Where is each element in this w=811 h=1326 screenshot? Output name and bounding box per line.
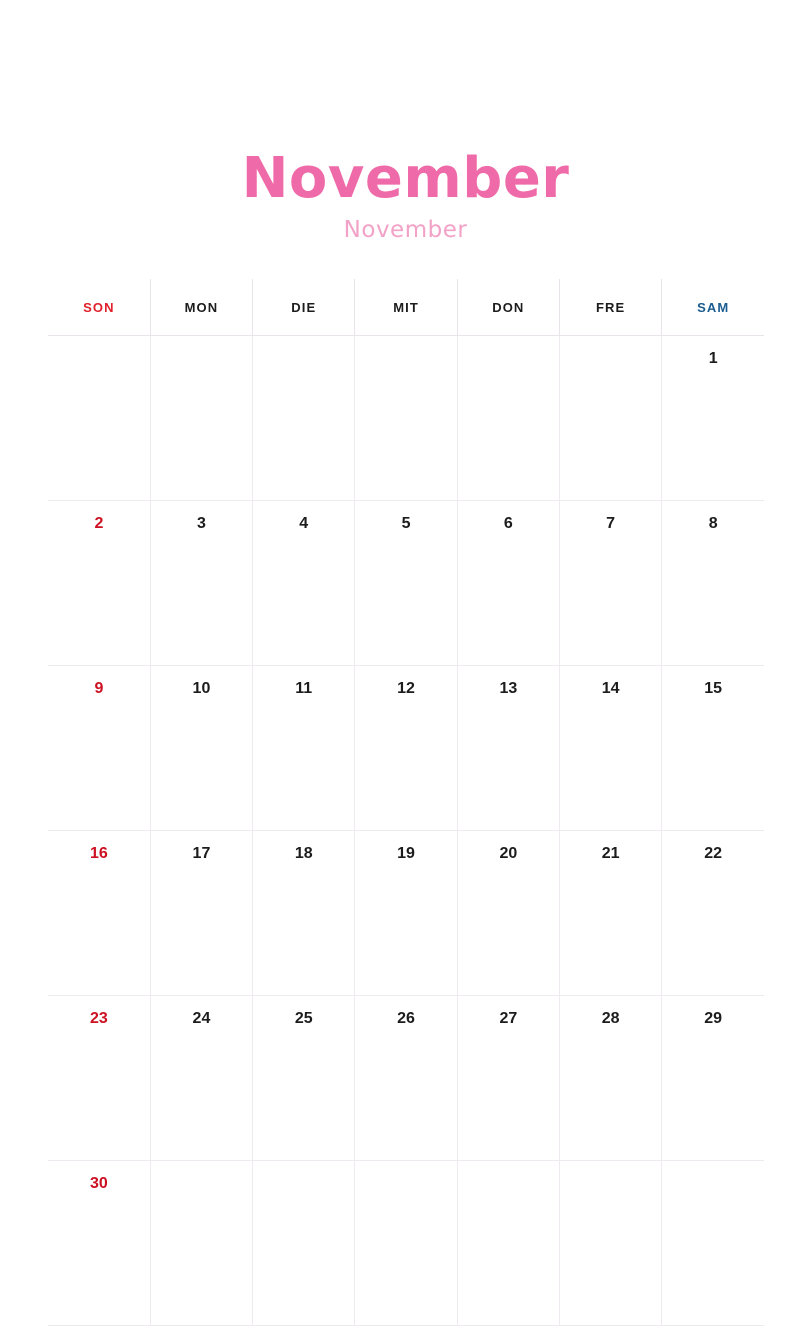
weekday-header-sam: SAM — [662, 279, 764, 336]
day-number: 21 — [601, 845, 620, 862]
calendar-week-row — [48, 831, 764, 996]
day-number: 26 — [397, 1010, 415, 1027]
calendar-week-row — [48, 501, 764, 666]
day-number: 24 — [192, 1010, 211, 1027]
calendar-day-cell[interactable] — [253, 996, 355, 1161]
day-number: 12 — [397, 680, 415, 697]
day-number: 14 — [601, 680, 620, 697]
calendar-day-cell[interactable] — [662, 336, 764, 501]
calendar-empty-cell — [150, 336, 252, 501]
day-number: 29 — [704, 1010, 723, 1027]
calendar-day-cell[interactable] — [662, 666, 764, 831]
day-number: 8 — [708, 515, 718, 532]
calendar-day-cell[interactable] — [355, 831, 457, 996]
calendar-day-cell[interactable] — [253, 831, 355, 996]
calendar-day-cell[interactable] — [662, 501, 764, 666]
day-number: 23 — [90, 1010, 108, 1027]
calendar-week-row — [48, 996, 764, 1161]
day-number: 13 — [499, 680, 518, 697]
calendar-empty-cell — [355, 336, 457, 501]
calendar-empty-cell — [355, 1161, 457, 1326]
calendar-day-cell[interactable] — [559, 831, 661, 996]
calendar-day-cell[interactable] — [457, 666, 559, 831]
day-number: 7 — [606, 515, 616, 532]
calendar-day-cell[interactable] — [559, 666, 661, 831]
calendar-body — [48, 336, 764, 1326]
page-subtitle: November — [343, 216, 468, 243]
day-number: 10 — [192, 680, 211, 697]
calendar-day-cell[interactable] — [457, 831, 559, 996]
calendar-day-cell[interactable] — [559, 996, 661, 1161]
calendar-day-cell[interactable] — [48, 666, 150, 831]
calendar-day-cell[interactable] — [355, 996, 457, 1161]
day-number: 20 — [499, 845, 518, 862]
calendar-day-cell[interactable] — [253, 501, 355, 666]
calendar-week-row — [48, 1161, 764, 1326]
page-title: November — [241, 146, 570, 211]
calendar-empty-cell — [559, 1161, 661, 1326]
day-number: 11 — [295, 680, 313, 697]
day-number: 9 — [94, 680, 104, 697]
calendar-day-cell[interactable] — [150, 996, 252, 1161]
day-number: 1 — [708, 350, 718, 367]
weekday-header-mon: MON — [150, 279, 252, 336]
weekday-header-row — [48, 279, 764, 336]
calendar-empty-cell — [559, 336, 661, 501]
calendar-empty-cell — [150, 1161, 252, 1326]
day-number: 4 — [299, 515, 309, 532]
day-number: 2 — [94, 515, 104, 532]
day-number: 5 — [401, 515, 411, 532]
day-number: 19 — [397, 845, 415, 862]
calendar-week-row — [48, 336, 764, 501]
calendar-day-cell[interactable] — [150, 501, 252, 666]
calendar-grid — [48, 279, 764, 1326]
weekday-header-don: DON — [457, 279, 559, 336]
day-number: 6 — [503, 515, 513, 532]
calendar-day-cell[interactable] — [150, 831, 252, 996]
calendar-day-cell[interactable] — [457, 501, 559, 666]
calendar-empty-cell — [457, 336, 559, 501]
weekday-header-mit: MIT — [355, 279, 457, 336]
calendar-day-cell[interactable] — [48, 996, 150, 1161]
day-number: 25 — [294, 1010, 313, 1027]
day-number: 18 — [294, 845, 313, 862]
calendar-day-cell[interactable] — [253, 666, 355, 831]
calendar-day-cell[interactable] — [355, 501, 457, 666]
weekday-header-fre: FRE — [559, 279, 661, 336]
calendar-day-cell[interactable] — [662, 831, 764, 996]
calendar-empty-cell — [457, 1161, 559, 1326]
day-number: 30 — [90, 1175, 108, 1192]
calendar-day-cell[interactable] — [48, 501, 150, 666]
weekday-header-die: DIE — [253, 279, 355, 336]
calendar-day-cell[interactable] — [559, 501, 661, 666]
calendar-empty-cell — [253, 1161, 355, 1326]
weekday-header-son: SON — [48, 279, 150, 336]
calendar-empty-cell — [48, 336, 150, 501]
calendar-day-cell[interactable] — [355, 666, 457, 831]
calendar-empty-cell — [662, 1161, 764, 1326]
day-number: 17 — [192, 845, 211, 862]
day-number: 3 — [196, 515, 206, 532]
calendar-day-cell[interactable] — [457, 996, 559, 1161]
calendar-day-cell[interactable] — [150, 666, 252, 831]
calendar-day-cell[interactable] — [48, 831, 150, 996]
day-number: 22 — [704, 845, 723, 862]
calendar-week-row — [48, 666, 764, 831]
day-number: 16 — [90, 845, 108, 862]
day-number: 28 — [601, 1010, 620, 1027]
calendar-title-block — [0, 146, 811, 243]
day-number: 27 — [499, 1010, 518, 1027]
day-number: 15 — [704, 680, 723, 697]
calendar-day-cell[interactable] — [48, 1161, 150, 1326]
calendar-empty-cell — [253, 336, 355, 501]
calendar-day-cell[interactable] — [662, 996, 764, 1161]
